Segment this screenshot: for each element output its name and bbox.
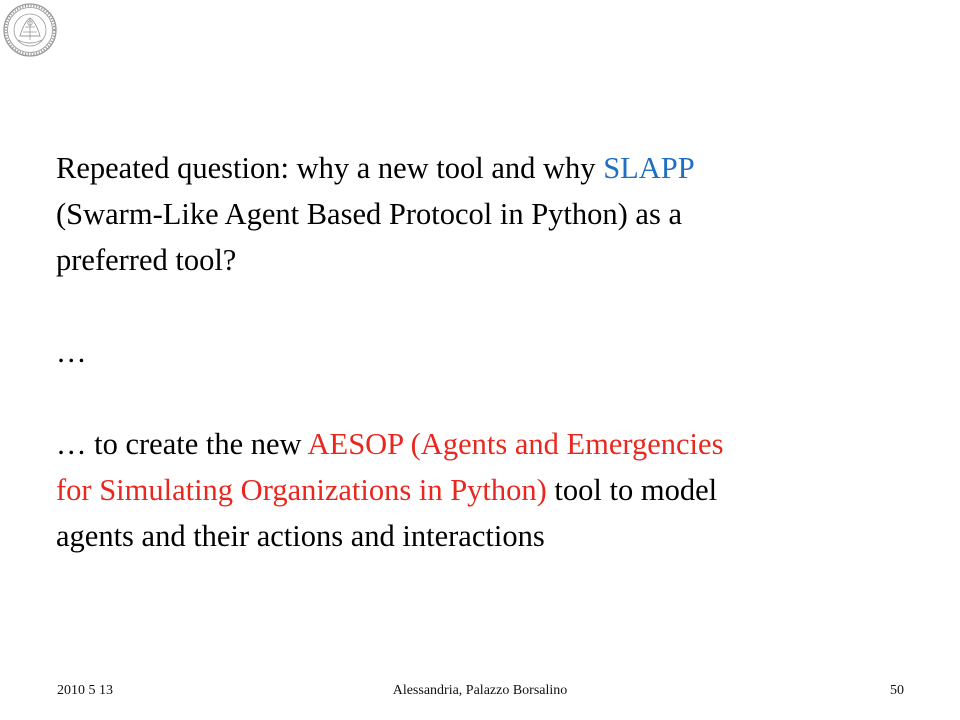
question-paragraph bbox=[56, 145, 896, 283]
answer-text: … to create the new bbox=[56, 427, 308, 461]
aesop-highlight-line-1: AESOP (Agents and Emergencies bbox=[307, 427, 724, 461]
university-seal-icon bbox=[2, 2, 58, 58]
ellipsis-line: … bbox=[56, 335, 87, 369]
aesop-highlight-line-2: for Simulating Organizations in Python) bbox=[56, 473, 547, 507]
slide-body bbox=[56, 145, 896, 559]
footer-place: Alessandria, Palazzo Borsalino bbox=[392, 683, 568, 698]
answer-line-3: agents and their actions and interactions bbox=[56, 519, 545, 553]
question-line-3: preferred tool? bbox=[56, 243, 237, 277]
question-line-2: (Swarm-Like Agent Based Protocol in Python) as a bbox=[56, 197, 682, 231]
slapp-highlight: SLAPP bbox=[603, 151, 695, 185]
question-text: Repeated question: why a new tool and why bbox=[56, 151, 604, 185]
page-number: 50 bbox=[890, 683, 904, 698]
answer-text-2: tool to model bbox=[546, 473, 718, 507]
answer-paragraph bbox=[56, 421, 896, 559]
footer-date: 2010 5 13 bbox=[57, 683, 113, 698]
